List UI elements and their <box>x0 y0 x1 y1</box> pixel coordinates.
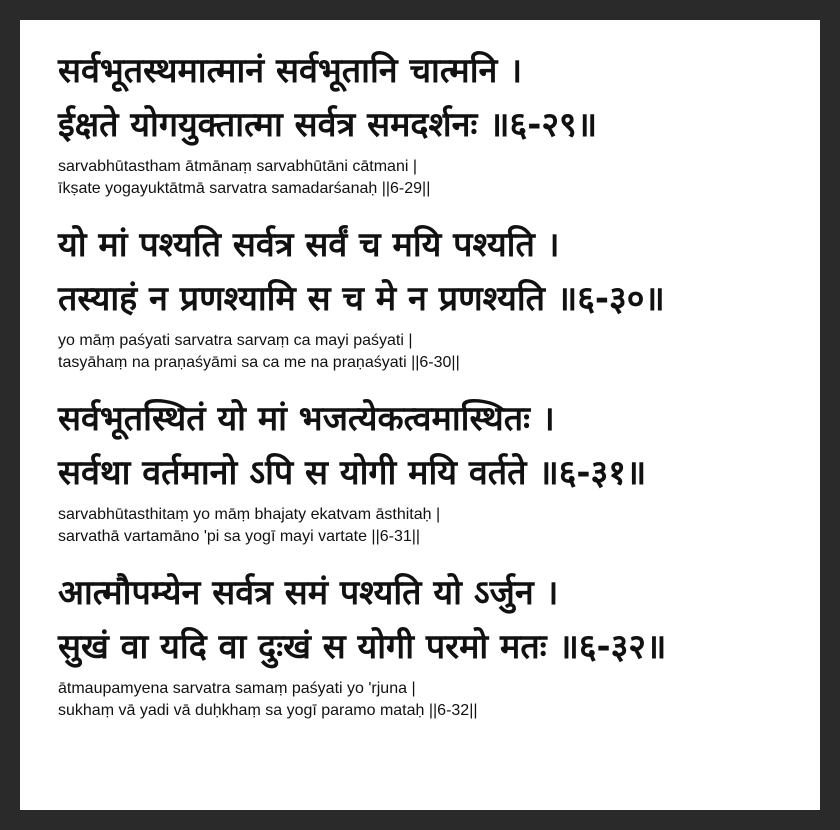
devanagari-line: सुखं वा यदि वा दुःखं स योगी परमो मतः ॥६-३२॥ <box>58 627 667 667</box>
transliteration-line: īkṣate yogayuktātmā sarvatra samadarśanaḥ ||6-29|| <box>58 180 431 197</box>
document-page <box>20 20 820 810</box>
transliteration-line: sarvabhūtastham ātmānaṃ sarvabhūtāni cātmani | <box>58 158 418 175</box>
transliteration-block <box>58 678 820 722</box>
transliteration-line: yo māṃ paśyati sarvatra sarvaṃ ca mayi paśyati | <box>58 332 413 349</box>
devanagari-line: ईक्षते योगयुक्तात्मा सर्वत्र समदर्शनः ॥६-२९॥ <box>58 105 598 145</box>
transliteration-block <box>58 330 820 374</box>
transliteration-line: tasyāhaṃ na praṇaśyāmi sa ca me na praṇaśyati ||6-30|| <box>58 354 460 371</box>
transliteration-line: sarvabhūtasthitaṃ yo māṃ bhajaty ekatvam āsthitaḥ | <box>58 506 441 523</box>
transliteration-block <box>58 504 820 548</box>
devanagari-line: तस्याहं न प्रणश्यामि स च मे न प्रणश्यति ॥६-३०॥ <box>58 279 665 319</box>
devanagari-line: यो मां पश्यति सर्वत्र सर्वं च मयि पश्यति । <box>58 225 560 265</box>
verse-6-32 <box>58 566 820 722</box>
devanagari-line: सर्वथा वर्तमानो ऽपि स योगी मयि वर्तते ॥६-३१॥ <box>58 453 647 493</box>
devanagari-line: सर्वभूतस्थितं यो मां भजत्येकत्वमास्थितः । <box>58 399 555 439</box>
transliteration-block <box>58 156 820 200</box>
verse-6-31 <box>58 392 820 548</box>
verse-6-30 <box>58 218 820 374</box>
transliteration-line: sukhaṃ vā yadi vā duḥkhaṃ sa yogī paramo mataḥ ||6-32|| <box>58 702 478 719</box>
transliteration-line: sarvathā vartamāno 'pi sa yogī mayi vartate ||6-31|| <box>58 528 421 545</box>
verse-6-29 <box>58 44 820 200</box>
devanagari-line: आत्मौपम्येन सर्वत्र समं पश्यति यो ऽर्जुन । <box>58 573 559 613</box>
transliteration-line: ātmaupamyena sarvatra samaṃ paśyati yo 'rjuna | <box>58 680 416 697</box>
devanagari-line: सर्वभूतस्थमात्मानं सर्वभूतानि चात्मनि । <box>58 51 523 91</box>
